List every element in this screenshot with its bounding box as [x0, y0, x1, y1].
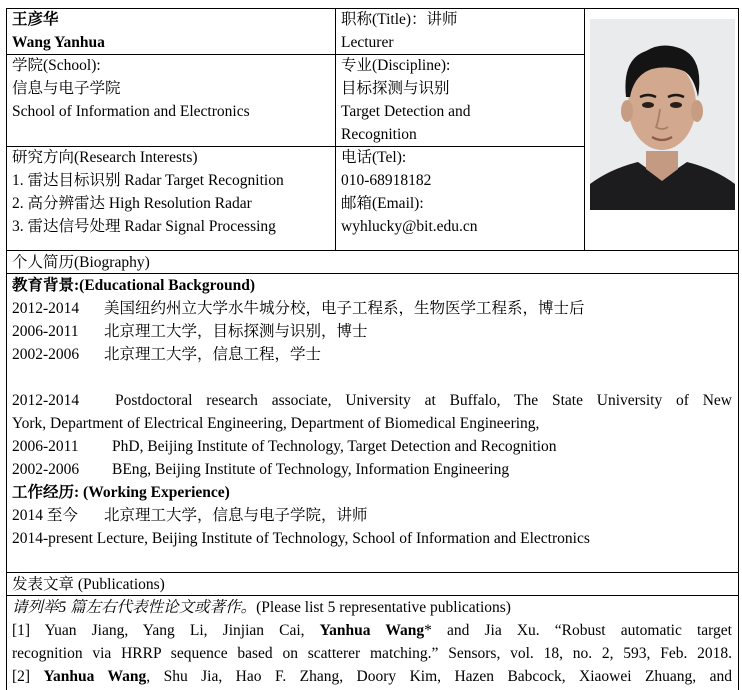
publications-content — [12, 596, 732, 688]
publications-label-cell — [12, 573, 732, 596]
divider-col1 — [335, 8, 336, 250]
biography-content — [12, 274, 732, 550]
border-left — [6, 8, 7, 690]
edu-cn-years: 2006-2011 — [12, 323, 79, 340]
email-label: 邮箱(Email): — [341, 195, 424, 212]
edu-heading: 教育背景:(Educational Background) — [12, 277, 256, 294]
tel-label: 电话(Tel): — [341, 149, 407, 166]
school-en: School of Information and Electronics — [12, 103, 250, 120]
name-en: Wang Yanhua — [12, 34, 105, 51]
discipline-cell — [341, 54, 581, 146]
title-value: Lecturer — [341, 34, 394, 51]
pub-2-highlight-author: Yanhua Wang — [43, 668, 147, 685]
biography-label: 个人简历(Biography) — [12, 254, 150, 271]
edu-en-text: PhD, Beijing Institute of Technology, Target Detection and Recognition — [112, 438, 557, 455]
pub-2-index: [2] — [12, 668, 44, 685]
edu-en-years: 2006-2011 — [12, 438, 79, 455]
title-cell — [341, 8, 581, 54]
edu-en-row — [12, 435, 732, 458]
pub-1-highlight-author: Yanhua Wang — [319, 622, 425, 639]
edu-cn-row — [12, 320, 732, 343]
portrait-icon — [590, 19, 735, 210]
pub-instruction-en: (Please list 5 representative publications) — [256, 599, 511, 616]
pub-1-title-start: * and Jia Xu. “Robust automatic target — [424, 622, 732, 639]
tel-value: 010-68918182 — [341, 172, 432, 189]
work-cn-text: 北京理工大学，信息与电子学院，讲师 — [104, 507, 368, 524]
interests-label: 研究方向(Research Interests) — [12, 149, 198, 166]
blank-line — [12, 366, 732, 389]
school-cell — [12, 54, 332, 123]
discipline-en-2: Recognition — [341, 126, 417, 143]
edu-cn-years: 2002-2006 — [12, 346, 80, 363]
publications-label: 发表文章 (Publications) — [12, 576, 165, 593]
pub-2-line-1 — [12, 665, 732, 688]
interest-item: 2. 高分辨雷达 High Resolution Radar — [12, 195, 252, 212]
border-right — [738, 8, 739, 690]
work-en-row: 2014-present Lecture, Beijing Institute of Technology, School of Information and Electronics — [12, 530, 590, 547]
pub-instruction-cn: 请列举5 篇左右代表性论文或著作。 — [12, 599, 257, 616]
discipline-cn: 目标探测与识别 — [341, 80, 450, 97]
edu-cn-years: 2012-2014 — [12, 300, 80, 317]
edu-en-years: 2002-2006 — [12, 461, 80, 478]
email-value[interactable]: wyhlucky@bit.edu.cn — [341, 218, 478, 235]
pub-1-line-1 — [12, 619, 732, 642]
contact-cell — [341, 146, 581, 238]
interests-cell — [12, 146, 334, 238]
discipline-en-1: Target Detection and — [341, 103, 471, 120]
name-cn: 王彦华 — [12, 11, 59, 28]
name-cell — [12, 8, 332, 54]
edu-cn-row — [12, 343, 732, 366]
edu-cn-text: 美国纽约州立大学水牛城分校，电子工程系，生物医学工程系，博士后 — [104, 300, 585, 317]
school-label: 学院(School): — [12, 57, 101, 74]
divider-col2 — [584, 8, 585, 250]
edu-cn-text: 北京理工大学，目标探测与识别，博士 — [104, 323, 368, 340]
discipline-label: 专业(Discipline): — [341, 57, 451, 74]
edu-en-cont: York, Department of Electrical Engineering, Department of Biomedical Engineering, — [12, 415, 540, 432]
portrait-photo — [590, 19, 735, 210]
biography-label-cell — [12, 251, 732, 274]
edu-en-row-1 — [12, 389, 732, 412]
pub-instruction — [12, 596, 732, 619]
title-label: 职称(Title)：讲师 — [341, 11, 458, 28]
edu-en-row — [12, 458, 732, 481]
work-cn-row — [12, 504, 732, 527]
edu-cn-row — [12, 297, 732, 320]
edu-en-text: BEng, Beijing Institute of Technology, Information Engineering — [112, 461, 510, 478]
school-cn: 信息与电子学院 — [12, 80, 121, 97]
edu-en-years: 2012-2014 — [12, 392, 80, 409]
pub-1-authors: [1] Yuan Jiang, Yang Li, Jinjian Cai, — [12, 622, 320, 639]
pub-2-authors: , Shu Jia, Hao F. Zhang, Doory Kim, Hazen Babcock, Xiaowei Zhuang, and — [146, 668, 732, 685]
work-cn-years: 2014 至今 — [12, 507, 78, 524]
work-heading: 工作经历: (Working Experience) — [12, 484, 230, 501]
pub-1-line-2: recognition via HRRP sequence based on scatterer matching.” Sensors, vol. 18, no. 2, 593, Feb. 2018. — [12, 645, 732, 662]
edu-en-text: Postdoctoral research associate, University at Buffalo, The State University of New — [115, 392, 732, 409]
edu-cn-text: 北京理工大学，信息工程，学士 — [104, 346, 322, 363]
interest-item: 1. 雷达目标识别 Radar Target Recognition — [12, 172, 284, 189]
interest-item: 3. 雷达信号处理 Radar Signal Processing — [12, 218, 276, 235]
